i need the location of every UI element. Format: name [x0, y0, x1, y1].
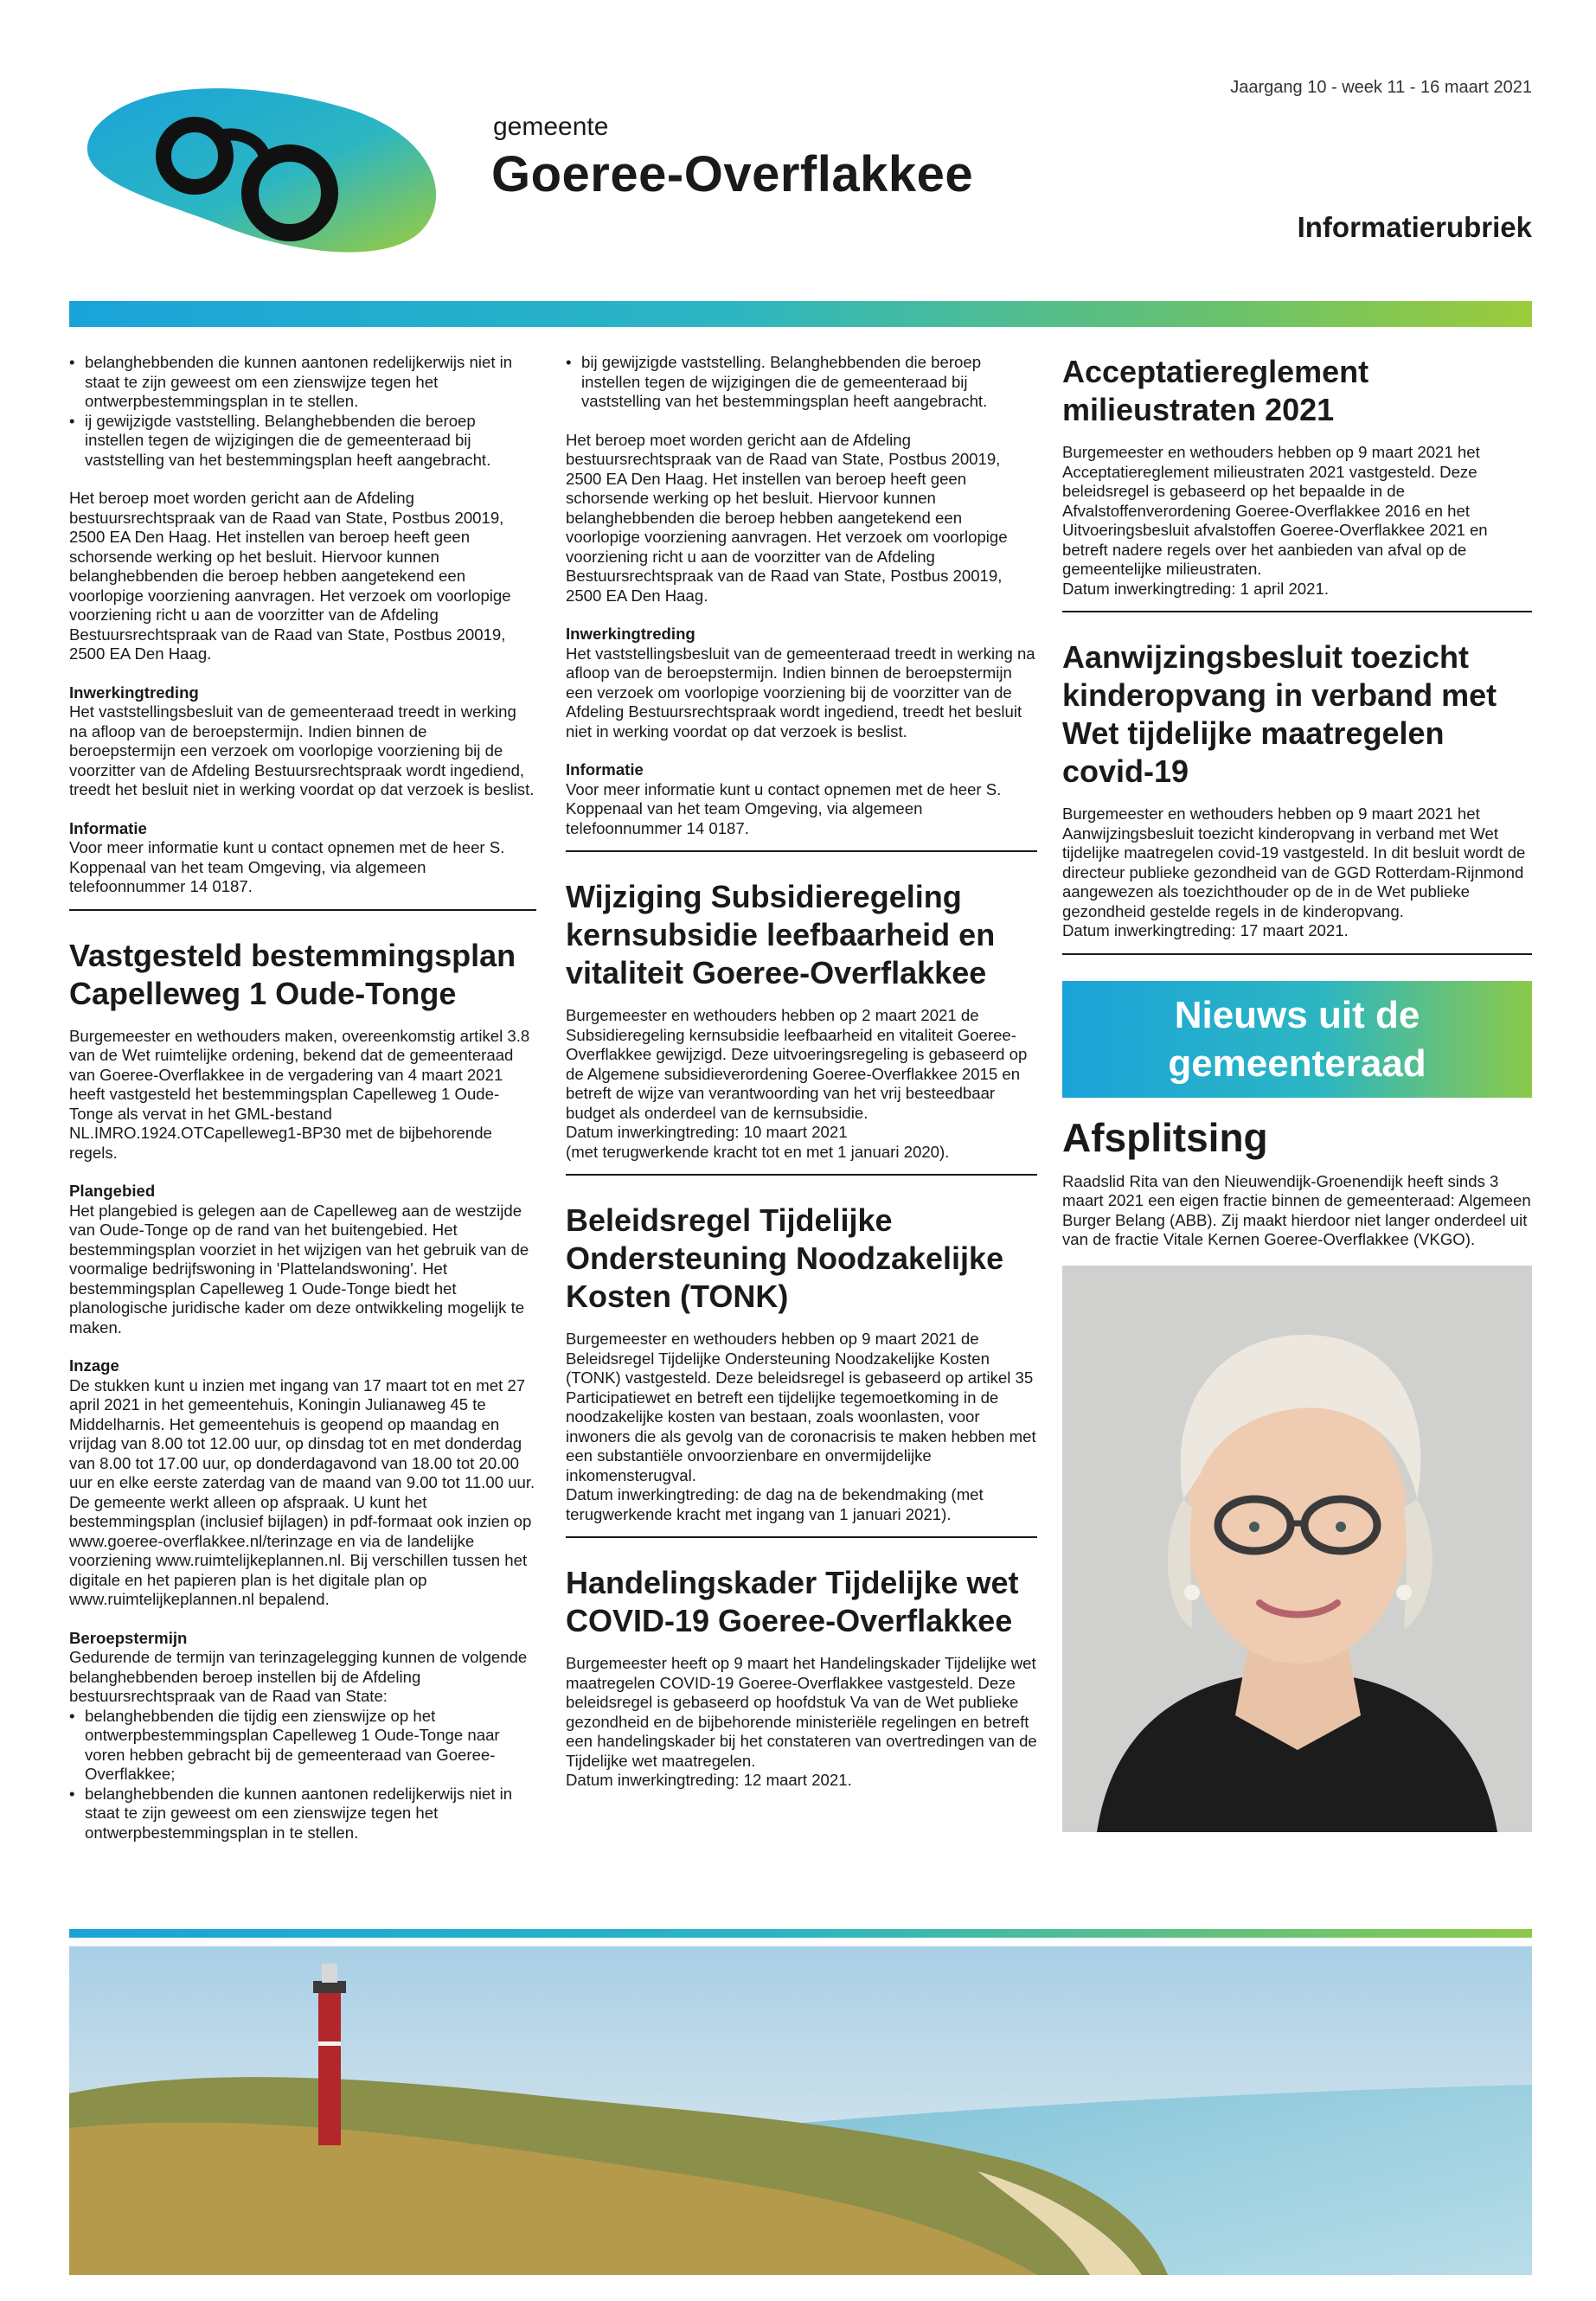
inwerkingtreding-text: Het vaststellingsbesluit van de gemeenteraad treedt in werking na afloop van de beroepstermijn. Indien binnen de beroepstermijn een verzoek om voorlopige voorziening bij de voorzitter van de Afdeling Bestuursrechtspraak wordt ingediend, treedt het besluit niet in werking voordat op dat verzoek is beslist.: [69, 702, 535, 798]
article-title-afsplitsing: Afsplitsing: [1062, 1114, 1268, 1160]
accept-date: Datum inwerkingtreding: 1 april 2021.: [1062, 579, 1329, 598]
informatie-heading: Informatie: [566, 760, 644, 779]
subsidie-note: (met terugwerkende kracht tot en met 1 januari 2020).: [566, 1142, 950, 1161]
informatie-text: Voor meer informatie kunt u contact opnemen met de heer S. Koppenaal van het team Omgeving, via algemeen telefoonnummer 14 0187.: [69, 838, 505, 895]
afsplitsing-text: Raadslid Rita van den Nieuwendijk-Groenendijk heeft sinds 3 maart 2021 een eigen fractie binnen de gemeenteraad: Algemeen Burger Belang (ABB). Zij maakt hierdoor niet langer onderdeel uit van de fractie Vitale Kernen Goeree-Overflakkee (VKGO).: [1062, 1171, 1531, 1248]
header-gradient-band: [69, 301, 1532, 327]
divider: [1062, 953, 1532, 955]
article-title-capelleweg: Vastgesteld bestemmingsplan Capelleweg 1 Oude-Tonge: [69, 937, 516, 1011]
divider: [566, 1174, 1037, 1176]
divider: [566, 1536, 1037, 1538]
article-title-handelingskader: Handelingskader Tijdelijke wet COVID-19 Goeree-Overflakkee: [566, 1565, 1019, 1638]
brand-name: Goeree-Overflakkee: [491, 146, 974, 202]
banner-line-2: gemeenteraad: [1168, 1042, 1426, 1085]
landscape-illustration: [69, 1946, 1532, 2275]
toezicht-date: Datum inwerkingtreding: 17 maart 2021.: [1062, 921, 1349, 939]
column-3: [1062, 353, 1532, 1832]
kader-date: Datum inwerkingtreding: 12 maart 2021.: [566, 1771, 852, 1789]
inzage-heading: Inzage: [69, 1356, 119, 1375]
list-item: • belanghebbenden die kunnen aantonen redelijkerwijs niet in staat te zijn geweest om een zienswijze tegen het ontwerpbestemmingsplan in te stellen.: [69, 353, 536, 412]
article-title-subsidie: Wijziging Subsidieregeling kernsubsidie leefbaarheid en vitaliteit Goeree-Overflakkee: [566, 879, 996, 990]
coastal-landscape-photo: [69, 1946, 1532, 2275]
footer-gradient-band: [69, 1929, 1532, 1938]
list-item: • belanghebbenden die kunnen aantonen redelijkerwijs niet in staat te zijn geweest om een zienswijze tegen het ontwerpbestemmingsplan in te stellen.: [69, 1785, 536, 1843]
plangebied-heading: Plangebied: [69, 1182, 156, 1200]
list-item: • ij gewijzigde vaststelling. Belanghebbenden die beroep instellen tegen de wijzigingen die de gemeenteraad bij vaststelling van het bestemmingsplan heeft aangebracht.: [69, 412, 536, 471]
inzage-text: De stukken kunt u inzien met ingang van 17 maart tot en met 27 april 2021 in het gemeentehuis, Koningin Julianaweg 45 te Middelharnis. Het gemeentehuis is geopend op maandag en vrijdag van 8.00 tot 12.00 uur, op dinsdag tot en met donderdag van 8.00 tot 17.00 uur, op donderdagavond van 18.00 tot 20.00 uur en elke eerste zaterdag van de maand van 9.00 tot 11.00 uur. De gemeente werkt alleen op afspraak. U kunt het bestemmingsplan (inclusief bijlagen) in pdf-formaat ook inzien op www.goeree-overflakkee.nl/terinzage en via de landelijke voorziening www.ruimtelijkeplannen.nl. Bij verschillen tussen het digitale en het papieren plan is het digitale plan op www.ruimtelijkeplannen.nl bepalend.: [69, 1375, 535, 1608]
article-title-tonk: Beleidsregel Tijdelijke Ondersteuning Noodzakelijke Kosten (TONK): [566, 1202, 1004, 1314]
article-intro: Burgemeester en wethouders maken, overeenkomstig artikel 3.8 van de Wet ruimtelijke ordening, bekend dat de gemeenteraad van Goeree-Overflakkee in de vergadering van 4 maart 2021 heeft vastgesteld het bestemmingsplan Capelleweg 1 Oude-Tonge als vervat in het GML-bestand NL.IMRO.1924.OTCapelleweg1-BP30 met de bijbehorende regels.: [69, 1026, 530, 1162]
beroep-paragraph: Het beroep moet worden gericht aan de Afdeling bestuursrechtspraak van de Raad van State, Postbus 20019, 2500 EA Den Haag. Het instellen van beroep heeft geen schorsende werking op het besluit. Hiervoor kunnen belanghebbenden die beroep hebben aangetekend een voorlopige voorziening aanvragen. Het verzoek om voorlopige voorziening richt u aan de voorzitter van de Afdeling Bestuursrechtspraak van de Raad van State, Postbus 20019, 2500 EA Den Haag.: [566, 430, 1008, 605]
beroepstermijn-heading: Beroepstermijn: [69, 1628, 188, 1647]
portrait-illustration: [1062, 1266, 1532, 1832]
bullet-list-top: [69, 353, 536, 470]
subsidie-date: Datum inwerkingtreding: 10 maart 2021: [566, 1123, 848, 1141]
article-title-acceptatiereglement: Acceptatiereglement milieustraten 2021: [1062, 354, 1369, 427]
informatie-heading: Informatie: [69, 818, 147, 837]
banner-line-1: Nieuws uit de: [1174, 993, 1420, 1036]
beroep-paragraph: Het beroep moet worden gericht aan de Afdeling bestuursrechtspraak van de Raad van State, Postbus 20019, 2500 EA Den Haag. Het instellen van beroep heeft geen schorsende werking op het besluit. Hiervoor kunnen belanghebbenden die beroep hebben aangetekend een voorlopige voorziening aanvragen. Het verzoek om voorlopige voorziening richt u aan de voorzitter van de Afdeling Bestuursrechtspraak van de Raad van State, Postbus 20019, 2500 EA Den Haag.: [69, 489, 511, 663]
article-title-toezicht: Aanwijzingsbesluit toezicht kinderopvang in verband met Wet tijdelijke maatregelen covid-19: [1062, 639, 1497, 789]
brand-prefix: gemeente: [493, 112, 609, 141]
kader-text: Burgemeester heeft op 9 maart het Handelingskader Tijdelijke wet maatregelen COVID-19 Goeree-Overflakkee vastgesteld. Deze beleidsregel is gebaseerd op hoofdstuk Va van de Wet publieke gezondheid en de bijbehorende ministeriële regelingen en betreft een handelingskader bij het constateren van overtredingen van de Tijdelijke wet maatregelen.: [566, 1654, 1037, 1770]
subsidie-text: Burgemeester en wethouders hebben op 2 maart 2021 de Subsidieregeling kernsubsidie leefbaarheid en vitaliteit Goeree-Overflakkee gewijzigd. Deze uitvoeringsregeling is gebaseerd op de Algemene subsidieverordening Goeree-Overflakkee 2015 en betreft de wijze van verantwoording van het vrij besteedbaar budget als onderdeel van de kernsubsidie.: [566, 1006, 1028, 1122]
masthead: [0, 0, 1596, 311]
list-item: • bij gewijzigde vaststelling. Belanghebbenden die beroep instellen tegen de wijzigingen die de gemeenteraad bij vaststelling van het bestemmingsplan heeft aangebracht.: [566, 353, 1037, 412]
council-member-portrait: [1062, 1266, 1532, 1832]
column-2: [566, 353, 1037, 1791]
edition-info: Jaargang 10 - week 11 - 16 maart 2021: [1230, 78, 1532, 97]
divider: [566, 850, 1037, 852]
accept-text: Burgemeester en wethouders hebben op 9 maart 2021 het Acceptatiereglement milieustraten 2021 vastgesteld. Deze beleidsregel is gebaseerd op het bepaalde in de Afvalstoffenverordening Goeree-Overflakkee 2016 en het Uitvoeringsbesluit afvalstoffen Goeree-Overflakkee 2021 en betreft nadere regels over het aanbieden van afval op de gemeentelijke milieustraten.: [1062, 443, 1488, 578]
plangebied-text: Het plangebied is gelegen aan de Capelleweg aan de westzijde van Oude-Tonge op de rand van het buitengebied. Het bestemmingsplan voorziet in het wijzigen van het gebruik van de voormalige bedrijfswoning in 'Plattelandswoning'. Het bestemmingsplan Capelleweg 1 Oude-Tonge biedt het planologische juridische kader om deze ontwikkeling mogelijk te maken.: [69, 1201, 529, 1336]
inwerkingtreding-text: Het vaststellingsbesluit van de gemeenteraad treedt in werking na afloop van de beroepstermijn. Indien binnen de beroepstermijn een verzoek om voorlopige voorziening bij de voorzitter van de Afdeling Bestuursrechtspraak wordt ingediend, treedt het besluit niet in werking voordat op dat verzoek is beslist.: [566, 644, 1035, 740]
news-banner: [1062, 981, 1532, 1098]
tonk-text: Burgemeester en wethouders hebben op 9 maart 2021 de Beleidsregel Tijdelijke Ondersteuning Noodzakelijke Kosten (TONK) vastgesteld. Deze beleidsregel is gebaseerd op artikel 35 Participatiewet en betreft een tijdelijke tegemoetkoming in de noodzakelijke kosten van bestaan, zoals woonlasten, voor inwoners die als gevolg van de coronacrisis te maken hebben met een substantiële onvoorzienbare en onvermijdelijke inkomensterugval.: [566, 1330, 1036, 1484]
divider: [1062, 611, 1532, 612]
rubric-title: Informatierubriek: [1297, 211, 1532, 243]
inwerkingtreding-heading: Inwerkingtreding: [566, 625, 695, 643]
informatie-text: Voor meer informatie kunt u contact opnemen met de heer S. Koppenaal van het team Omgeving, via algemeen telefoonnummer 14 0187.: [566, 779, 1002, 837]
inwerkingtreding-heading: Inwerkingtreding: [69, 683, 199, 702]
column-1: [69, 353, 536, 1862]
tonk-date: Datum inwerkingtreding: de dag na de bekendmaking (met terugwerkende kracht met ingang van 1 januari 2021).: [566, 1485, 984, 1523]
municipality-logo-icon: [69, 76, 450, 258]
beroepstermijn-text: Gedurende de termijn van terinzagelegging kunnen de volgende belanghebbenden beroep instellen bij de Afdeling bestuursrechtspraak van de Raad van State:: [69, 1648, 528, 1705]
bullet-list-bottom: [69, 1707, 536, 1843]
bullet-list-top: [566, 353, 1037, 412]
divider: [69, 909, 536, 911]
list-item: • belanghebbenden die tijdig een zienswijze op het ontwerpbestemmingsplan Capelleweg 1 Oude-Tonge naar voren hebben gebracht bij de gemeenteraad van Goeree-Overflakkee;: [69, 1707, 536, 1785]
toezicht-text: Burgemeester en wethouders hebben op 9 maart 2021 het Aanwijzingsbesluit toezicht kinderopvang in verband met Wet tijdelijke maatregelen covid-19 vastgesteld. In dit besluit wordt de directeur publieke gezondheid van de GGD Rotterdam-Rijnmond aangewezen als toezichthouder op de in de Wet publieke gezondheid gestelde regels in de kinderopvang.: [1062, 804, 1526, 920]
